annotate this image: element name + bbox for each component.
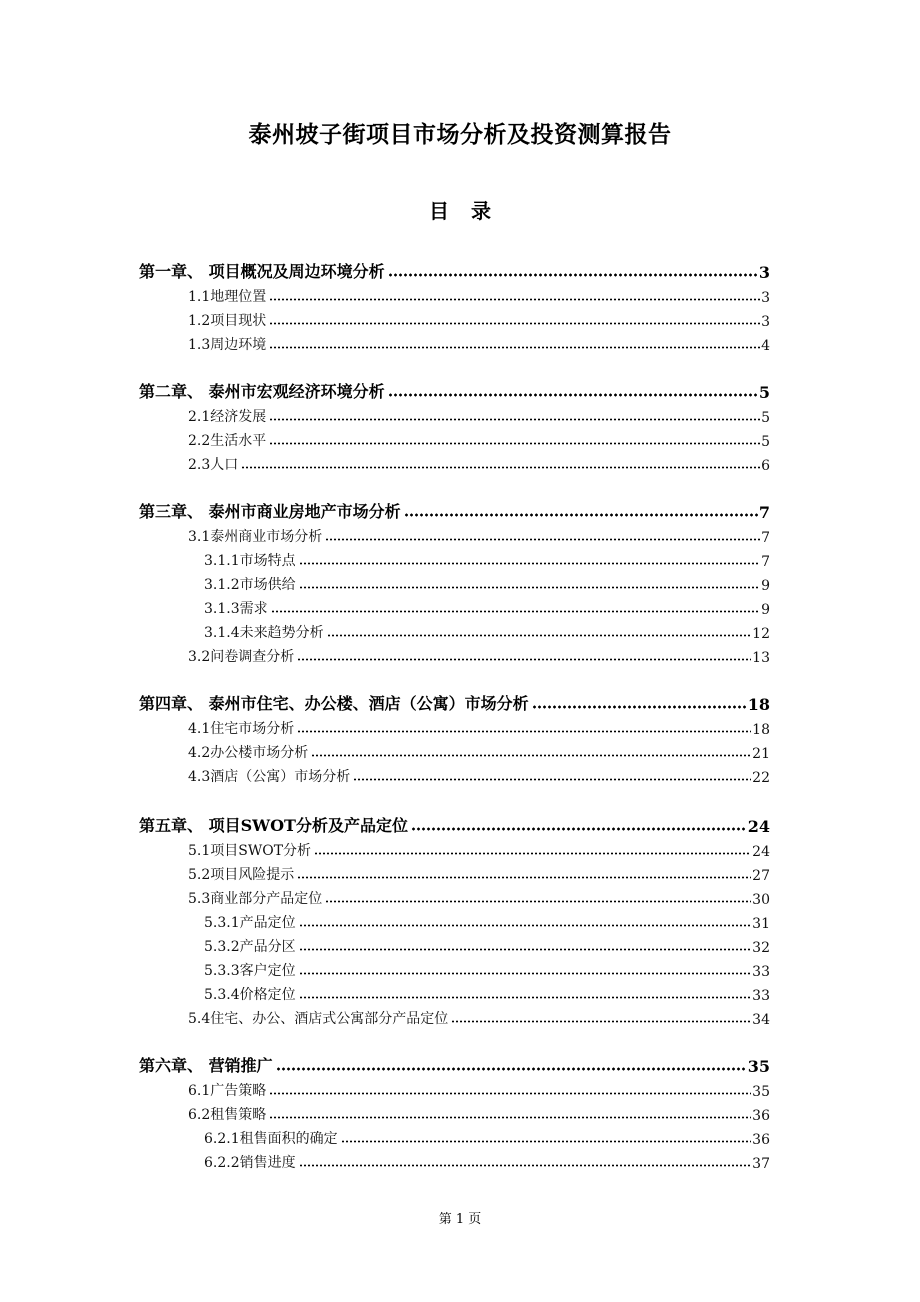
toc-entry-title: 6.2租售策略 (188, 1107, 267, 1123)
toc-dot-leader (241, 466, 760, 469)
toc-chapter-entry[interactable] (139, 688, 770, 714)
toc-entry-page-number: 5 (761, 410, 770, 426)
toc-entry-title: 5.3商业部分产品定位 (188, 891, 323, 907)
toc-section-entry[interactable] (188, 402, 770, 426)
toc-dot-leader (269, 298, 760, 301)
toc-section-entry[interactable] (188, 1100, 770, 1124)
toc-entry-title: 5.3.1产品定位 (204, 915, 296, 931)
toc-entry-page-number: 37 (752, 1156, 770, 1172)
page-footer: 第 1 页 (438, 1212, 482, 1227)
toc-chapter-entry[interactable] (139, 1050, 770, 1076)
toc-dot-leader (299, 996, 752, 999)
toc-section-entry[interactable] (188, 860, 770, 884)
toc-dot-leader (276, 1067, 747, 1071)
toc-section-entry[interactable] (204, 618, 770, 642)
toc-entry-page-number: 12 (752, 626, 770, 642)
toc-entry-title: 2.1经济发展 (188, 409, 267, 425)
toc-dot-leader (269, 418, 760, 421)
toc-entry-page-number: 3 (758, 263, 770, 282)
toc-dot-leader (411, 827, 747, 831)
toc-dot-leader (404, 513, 758, 517)
toc-dot-leader (299, 586, 760, 589)
toc-dot-leader (269, 1092, 751, 1095)
toc-entry-page-number: 5 (761, 434, 770, 450)
toc-dot-leader (353, 778, 751, 781)
toc-section-entry[interactable] (204, 1148, 770, 1172)
toc-section-entry[interactable] (188, 306, 770, 330)
toc-entry-title: 5.1项目SWOT分析 (188, 843, 312, 859)
toc-dot-leader (297, 730, 751, 733)
toc-dot-leader (299, 562, 760, 565)
toc-entry-title: 第二章、 泰州市宏观经济环境分析 (139, 382, 385, 401)
toc-entry-title: 1.2项目现状 (188, 313, 267, 329)
document-title: 泰州坡子街项目市场分析及投资测算报告 (248, 121, 672, 148)
toc-entry-title: 5.2项目风险提示 (188, 867, 295, 883)
toc-entry-title: 1.1地理位置 (188, 289, 267, 305)
toc-entry-title: 第三章、 泰州市商业房地产市场分析 (139, 502, 401, 521)
toc-dot-leader (269, 346, 760, 349)
toc-entry-page-number: 33 (752, 988, 770, 1004)
toc-section-entry[interactable] (204, 546, 770, 570)
toc-entry-title: 5.3.3客户定位 (204, 963, 296, 979)
toc-entry-title: 6.2.1租售面积的确定 (204, 1131, 338, 1147)
toc-dot-leader (311, 754, 751, 757)
toc-section-entry[interactable] (204, 932, 770, 956)
toc-chapter-entry[interactable] (139, 496, 770, 522)
toc-section-entry[interactable] (188, 884, 770, 908)
toc-dot-leader (325, 900, 751, 903)
toc-entry-title: 第一章、 项目概况及周边环境分析 (139, 262, 385, 281)
toc-dot-leader (269, 322, 760, 325)
toc-entry-page-number: 36 (752, 1132, 770, 1148)
toc-entry-page-number: 24 (752, 844, 770, 860)
toc-dot-leader (299, 948, 752, 951)
toc-entry-page-number: 7 (761, 530, 770, 546)
toc-entry-page-number: 35 (747, 1057, 770, 1076)
toc-entry-page-number: 7 (761, 554, 770, 570)
toc-dot-leader (269, 1116, 751, 1119)
toc-entry-title: 1.3周边环境 (188, 337, 267, 353)
toc-section-entry[interactable] (204, 956, 770, 980)
toc-entry-page-number: 9 (761, 578, 770, 594)
toc-section-entry[interactable] (204, 1124, 770, 1148)
toc-dot-leader (325, 538, 760, 541)
toc-dot-leader (299, 1164, 752, 1167)
toc-entry-title: 4.2办公楼市场分析 (188, 745, 309, 761)
toc-entry-page-number: 35 (752, 1084, 770, 1100)
toc-section-entry[interactable] (204, 570, 770, 594)
toc-section-entry[interactable] (188, 762, 770, 786)
toc-dot-leader (388, 273, 758, 277)
toc-entry-title: 3.1.2市场供给 (204, 577, 296, 593)
toc-heading: 目录 (429, 199, 513, 223)
toc-section-entry[interactable] (188, 282, 770, 306)
toc-entry-page-number: 32 (752, 940, 770, 956)
toc-entry-page-number: 21 (752, 746, 770, 762)
toc-entry-title: 5.4住宅、办公、酒店式公寓部分产品定位 (188, 1011, 449, 1027)
toc-entry-page-number: 31 (752, 916, 770, 932)
toc-section-entry[interactable] (204, 908, 770, 932)
toc-entry-page-number: 18 (752, 722, 770, 738)
toc-dot-leader (388, 393, 758, 397)
toc-dot-leader (297, 658, 751, 661)
toc-section-entry[interactable] (188, 426, 770, 450)
toc-entry-title: 5.3.2产品分区 (204, 939, 296, 955)
toc-dot-leader (299, 924, 752, 927)
toc-entry-title: 5.3.4价格定位 (204, 987, 296, 1003)
toc-entry-page-number: 9 (761, 602, 770, 618)
toc-entry-title: 第四章、 泰州市住宅、办公楼、酒店（公寓）市场分析 (139, 694, 529, 713)
toc-dot-leader (271, 610, 760, 613)
toc-entry-page-number: 27 (752, 868, 770, 884)
toc-section-entry[interactable] (188, 836, 770, 860)
toc-section-entry[interactable] (188, 642, 770, 666)
toc-entry-title: 3.2问卷调查分析 (188, 649, 295, 665)
toc-entry-page-number: 34 (752, 1012, 770, 1028)
toc-dot-leader (297, 876, 751, 879)
toc-dot-leader (269, 442, 760, 445)
toc-entry-page-number: 3 (761, 314, 770, 330)
toc-dot-leader (327, 634, 752, 637)
toc-section-entry[interactable] (188, 738, 770, 762)
toc-entry-title: 6.1广告策略 (188, 1083, 267, 1099)
toc-section-entry[interactable] (188, 522, 770, 546)
toc-section-entry[interactable] (188, 1004, 770, 1028)
toc-entry-page-number: 24 (747, 817, 770, 836)
toc-entry-title: 6.2.2销售进度 (204, 1155, 296, 1171)
toc-entry-title: 2.2生活水平 (188, 433, 267, 449)
toc-section-entry[interactable] (204, 594, 770, 618)
toc-section-entry[interactable] (188, 714, 770, 738)
toc-entry-page-number: 13 (752, 650, 770, 666)
toc-entry-title: 3.1.1市场特点 (204, 553, 296, 569)
toc-entry-title: 3.1泰州商业市场分析 (188, 529, 323, 545)
toc-section-entry[interactable] (188, 330, 770, 354)
toc-entry-page-number: 6 (761, 458, 770, 474)
toc-entry-page-number: 5 (758, 383, 770, 402)
toc-entry-title: 2.3人口 (188, 457, 239, 473)
toc-entry-page-number: 33 (752, 964, 770, 980)
toc-dot-leader (451, 1020, 751, 1023)
toc-entry-title: 4.1住宅市场分析 (188, 721, 295, 737)
toc-section-entry[interactable] (204, 980, 770, 1004)
toc-dot-leader (299, 972, 752, 975)
toc-entry-title: 4.3酒店（公寓）市场分析 (188, 769, 351, 785)
toc-entry-page-number: 36 (752, 1108, 770, 1124)
toc-entry-page-number: 22 (752, 770, 770, 786)
toc-dot-leader (341, 1140, 752, 1143)
toc-entry-title: 3.1.3需求 (204, 601, 268, 617)
toc-entry-page-number: 4 (761, 338, 770, 354)
toc-entry-page-number: 18 (747, 695, 770, 714)
toc-dot-leader (314, 852, 751, 855)
toc-section-entry[interactable] (188, 1076, 770, 1100)
toc-chapter-entry[interactable] (139, 376, 770, 402)
toc-entry-page-number: 7 (758, 503, 770, 522)
toc-entry-page-number: 30 (752, 892, 770, 908)
toc-chapter-entry[interactable] (139, 256, 770, 282)
toc-section-entry[interactable] (188, 450, 770, 474)
toc-chapter-entry[interactable] (139, 810, 770, 836)
toc-entry-page-number: 3 (761, 290, 770, 306)
toc-entry-title: 第六章、 营销推广 (139, 1056, 273, 1075)
toc-dot-leader (532, 705, 747, 709)
toc-entry-title: 第五章、 项目SWOT分析及产品定位 (139, 816, 408, 835)
toc-entry-title: 3.1.4未来趋势分析 (204, 625, 324, 641)
